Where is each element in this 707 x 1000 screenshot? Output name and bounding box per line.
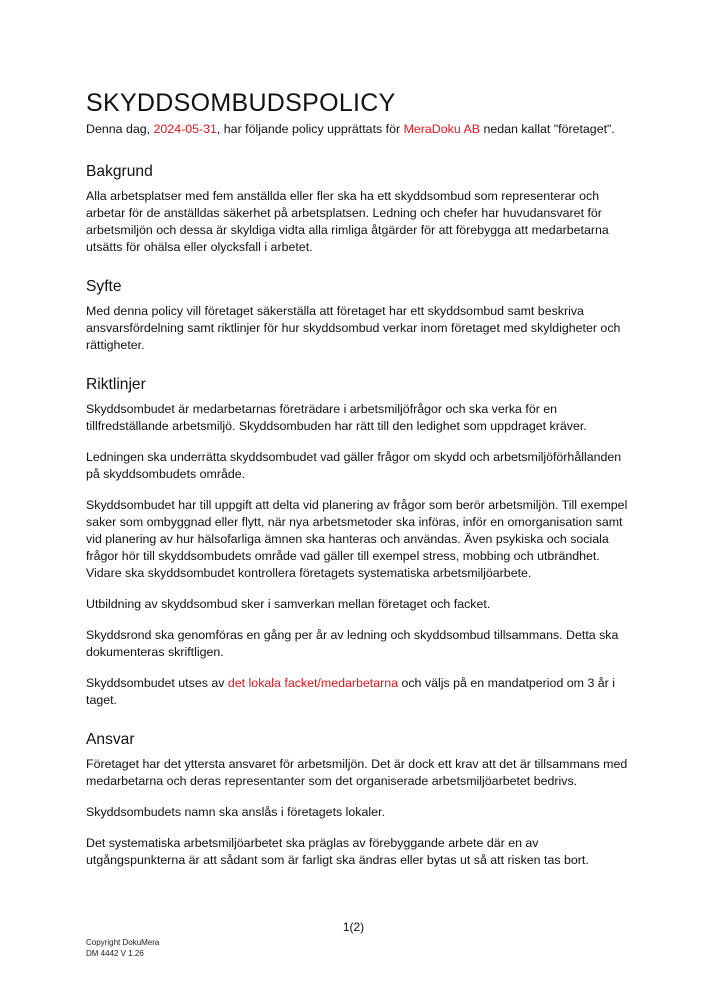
intro-paragraph bbox=[86, 121, 631, 138]
appointing-party: det lokala facket/medarbetarna bbox=[227, 676, 399, 690]
riktlinjer-paragraph-5: Skyddsrond ska genomföras en gång per år av ledning och skyddsombud tillsammans. Detta ska dokumenteras skriftligen. bbox=[86, 628, 619, 659]
riktlinjer-p6-prefix: Skyddsombudet utses av bbox=[86, 676, 228, 690]
section-heading-riktlinjer: Riktlinjer bbox=[86, 376, 146, 393]
riktlinjer-paragraph-1: Skyddsombudet är medarbetarnas företrädare i arbetsmiljöfrågor och ska verka för en tillfredställande arbetsmiljö. Skyddsombuden har rätt till den ledighet som uppdraget kräver. bbox=[86, 402, 587, 433]
ansvar-paragraph-3: Det systematiska arbetsmiljöarbetet ska präglas av förebyggande arbete där en av utgångspunkterna är att sådant som är farligt ska ändras eller bytas ut så att risken tas bort. bbox=[86, 836, 589, 867]
section-ansvar bbox=[86, 730, 631, 869]
intro-suffix: nedan kallat "företaget". bbox=[480, 122, 615, 136]
section-syfte bbox=[86, 277, 631, 354]
riktlinjer-p6-suffix: och väljs på en mandatperiod om 3 år i taget. bbox=[86, 676, 615, 707]
riktlinjer-paragraph-3: Skyddsombudet har till uppgift att delta vid planering av frågor som berör arbetsmiljön. Till exempel saker som ombyggnad eller flytt, när nya arbetsmetoder ska införas, inför en omorganisation samt vid planering av hur hälsofarliga ämnen ska hanteras och användas. Även psykiska och sociala frågor hör till skyddsombudets område vad gäller till exempel stress, mobbing och utbrändhet. Vidare ska skyddsombudet kontrollera företagets systematiska arbetsmiljöarbete. bbox=[86, 498, 628, 580]
section-heading-syfte: Syfte bbox=[86, 278, 122, 295]
section-heading-ansvar: Ansvar bbox=[86, 731, 135, 748]
page-number: 1(2) bbox=[342, 920, 365, 934]
ansvar-paragraph-1: Företaget har det yttersta ansvaret för arbetsmiljön. Det är dock ett krav att det är tillsammans med medarbetarna och deras representanter som det organiserade arbetsmiljöarbetet bedrivs. bbox=[86, 757, 628, 788]
footer-doc-id: DM 4442 V 1.26 bbox=[86, 949, 144, 958]
footer bbox=[86, 937, 159, 959]
company-name: MeraDoku AB bbox=[403, 122, 481, 136]
page-title: SKYDDSOMBUDSPOLICY bbox=[86, 89, 396, 117]
section-riktlinjer bbox=[86, 375, 631, 709]
policy-date: 2024-05-31 bbox=[153, 122, 217, 136]
footer-copyright: Copyright DokuMera bbox=[86, 938, 160, 947]
riktlinjer-paragraph-6 bbox=[86, 675, 631, 709]
intro-middle: , har följande policy upprättats för bbox=[216, 122, 404, 136]
syfte-paragraph-1: Med denna policy vill företaget säkerställa att företaget har ett skyddsombud samt beskriva ansvarsfördelning samt riktlinjer för hur skyddsombud verkar inom företaget med skyldigheter och rättigheter. bbox=[86, 304, 621, 352]
riktlinjer-paragraph-4: Utbildning av skyddsombud sker i samverkan mellan företaget och facket. bbox=[86, 597, 491, 611]
section-heading-bakgrund: Bakgrund bbox=[86, 163, 153, 180]
bakgrund-paragraph-1: Alla arbetsplatser med fem anställda eller fler ska ha ett skyddsombud som representerar och arbetar för de anställdas säkerhet på arbetsplatsen. Ledning och chefer har huvudansvaret för arbetsmiljön och dessa är skyldiga vidta alla rimliga åtgärder för att förebygga att medarbetarna utsätts för ohälsa eller olycksfall i arbetet. bbox=[86, 189, 609, 254]
intro-prefix: Denna dag, bbox=[86, 122, 154, 136]
riktlinjer-paragraph-2: Ledningen ska underrätta skyddsombudet vad gäller frågor om skydd och arbetsmiljöförhållanden på skyddsombudets område. bbox=[86, 450, 622, 481]
document-page bbox=[86, 88, 631, 890]
ansvar-paragraph-2: Skyddsombudets namn ska anslås i företagets lokaler. bbox=[86, 805, 385, 819]
section-bakgrund bbox=[86, 162, 631, 256]
